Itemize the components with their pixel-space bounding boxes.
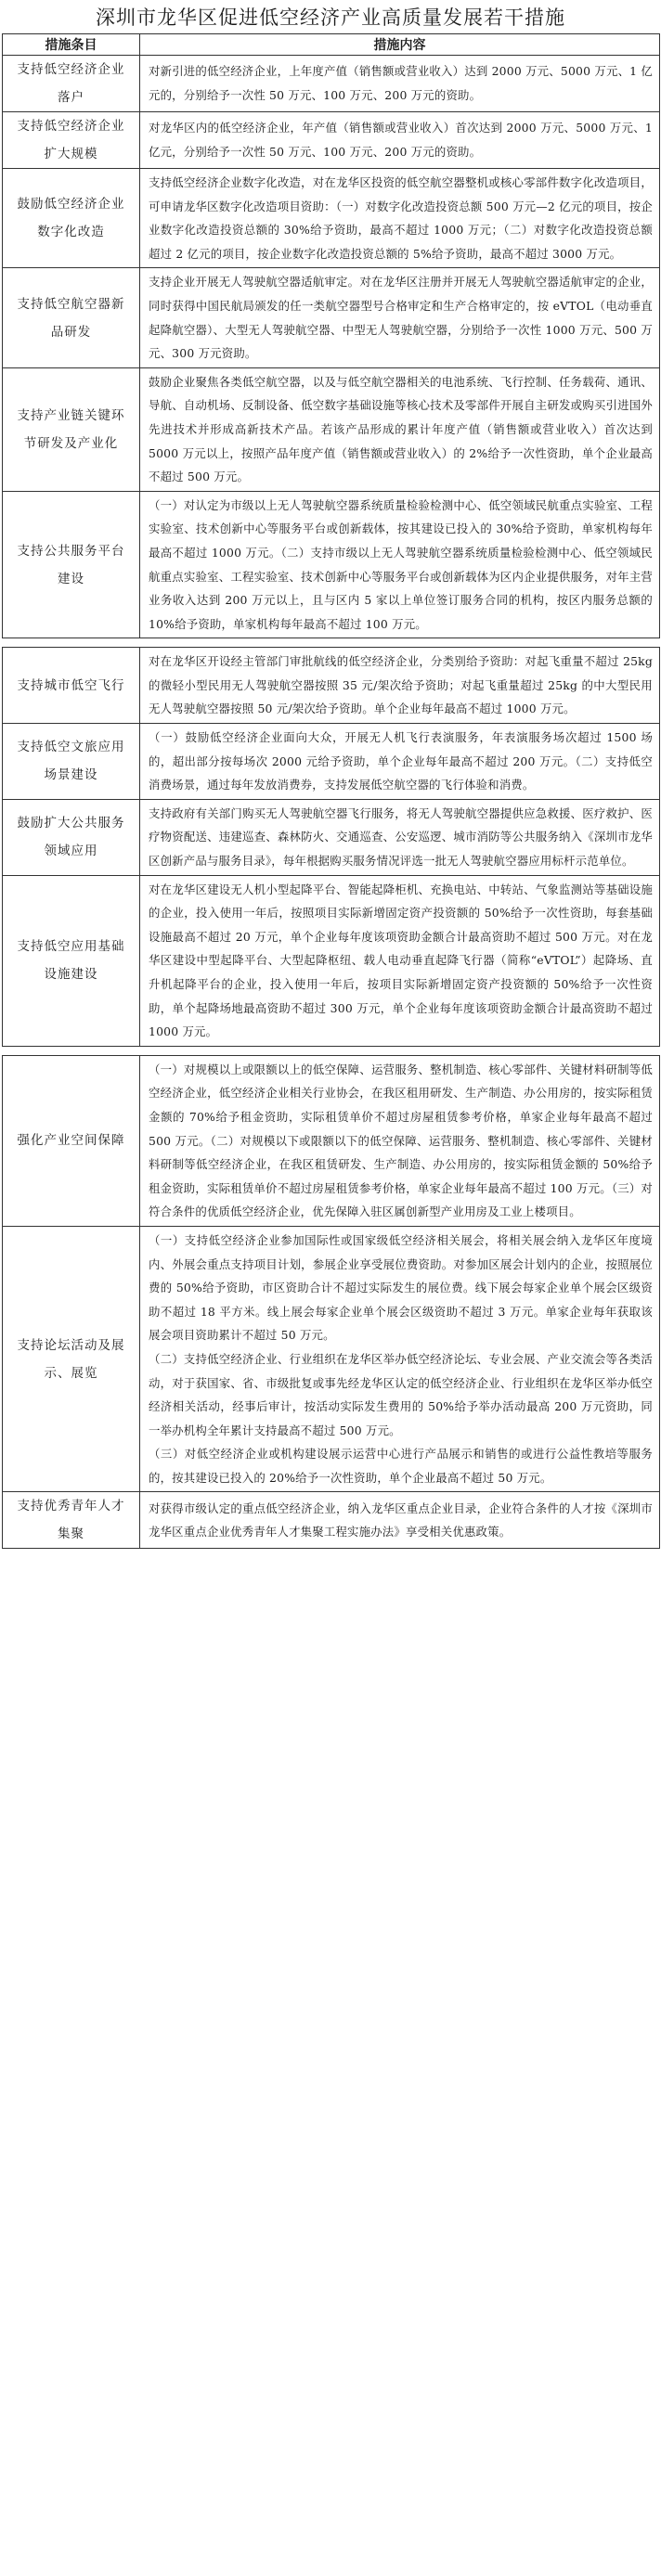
measure-paragraph: 对在龙华区建设无人机小型起降平台、智能起降柜机、充换电站、中转站、气象监测站等基础设施的企业，投入使用一年后，按照项目实际新增固定资产投资额的 50%给予一次性资助，每套基础设施最高不超过 20 万元，单个企业每年度该项资助金额合计最高资助不超过 500 万元。对在龙华区建设中型起降平台、大型起降枢纽、载人电动垂直起降飞行器（简称“eVTOL”）起降场、直升机起降平台的企业，投入使用一年后，按项目实际新增固定资产投资额的 50%给予一次性资助，单个起降场地最高资助不超过 300 万元，单个企业每年度该项资助金额合计最高资助不超过 1000 万元。 xyxy=(149,882,653,1039)
table-page-gap-cell xyxy=(3,1046,660,1055)
measure-paragraph: （一）对规模以上或限额以上的低空保障、运营服务、整机制造、核心零部件、关键材料研制等低空经济企业，低空经济企业相关行业协会，在我区租用研发、生产制造、办公用房的，按实际租赁金额的 70%给予租金资助，实际租赁单价不超过房屋租赁参考价格，单家企业每年最高不超过 500 万元。（二）对规模以下或限额以下的低空保障、运营服务、整机制造、核心零部件、关键材料研制等低空经济企业，在我区租赁研发、生产制造、办公用房的，按实际租赁金额的 50%给予租金资助，实际租赁单价不超过房屋租赁参考价格，单家企业每年最高不超过 100 万元。（三）对符合条件的优质低空经济企业，优先保障入驻区属创新型产业用房及工业上楼项目。 xyxy=(149,1062,653,1219)
table-row xyxy=(3,112,660,169)
measure-item-cell: 支持优秀青年人才集聚 xyxy=(3,1492,140,1549)
measure-content-cell xyxy=(140,799,660,875)
table-row xyxy=(3,367,660,491)
measure-item-cell: 支持城市低空飞行 xyxy=(3,648,140,724)
measure-paragraph: 对获得市级认定的重点低空经济企业，纳入龙华区重点企业目录，企业符合条件的人才按《深圳市龙华区重点企业优秀青年人才集聚工程实施办法》享受相关优惠政策。 xyxy=(149,1501,653,1539)
measure-item-cell: 鼓励低空经济企业数字化改造 xyxy=(3,169,140,268)
table-row xyxy=(3,491,660,638)
measure-paragraph: 支持低空经济企业数字化改造，对在龙华区投资的低空航空器整机或核心零部件数字化改造项目，可申请龙华区数字化改造项目资助：（一）对数字化改造投资总额 500 万元—2 亿元的项目，按企业数字化改造投资总额的 30%给予资助，最高不超过 1000 万元；（二）对数字化改造投资总额超过 2 亿元的项目，按企业数字化改造投资总额的 5%给予资助，最高不超过 3000 万元。 xyxy=(149,175,653,261)
measure-paragraph: 对在龙华区开设经主管部门审批航线的低空经济企业，分类别给予资助：对起飞重量不超过 25kg 的微轻小型民用无人驾驶航空器按照 35 元/架次给予资助；对起飞重量超过 25kg 的中大型民用无人驾驶航空器按照 50 元/架次给予资助。单个企业每年最高不超过 1000 万元。 xyxy=(149,654,653,716)
measures-table xyxy=(2,33,660,1549)
table-header-row xyxy=(3,34,660,56)
measure-item-cell: 支持低空应用基础设施建设 xyxy=(3,875,140,1046)
measure-content-cell xyxy=(140,1055,660,1226)
table-body xyxy=(3,56,660,1549)
table-row xyxy=(3,1492,660,1549)
table-row xyxy=(3,169,660,268)
measure-item-cell: 支持低空经济企业落户 xyxy=(3,56,140,112)
measure-content-cell xyxy=(140,367,660,491)
measure-content-cell xyxy=(140,491,660,638)
table-row xyxy=(3,648,660,724)
table-page-gap-cell xyxy=(3,638,660,648)
measure-paragraph: （三）对低空经济企业或机构建设展示运营中心进行产品展示和销售的或进行公益性教培等服务的，按其建设已投入的 20%给予一次性资助，单个企业最高不超过 50 万元。 xyxy=(149,1447,653,1485)
measure-paragraph: 支持企业开展无人驾驶航空器适航审定。对在龙华区注册并开展无人驾驶航空器适航审定的企业，同时获得中国民航局颁发的任一类航空器型号合格审定和生产合格审定的，按 eVTOL（电动垂直起降航空器）、大型无人驾驶航空器、中型无人驾驶航空器，分别给予一次性 1000 万元、500 万元、300 万元资助。 xyxy=(149,275,653,361)
measure-item-cell: 支持低空文旅应用场景建设 xyxy=(3,724,140,800)
measure-item-cell: 支持低空经济企业扩大规模 xyxy=(3,112,140,169)
measure-content-cell xyxy=(140,112,660,169)
measure-paragraph: （二）支持低空经济企业、行业组织在龙华区举办低空经济论坛、专业会展、产业交流会等各类活动，对于获国家、省、市级批复或事先经龙华区认定的低空经济企业、行业组织在龙华区举办低空经济相关活动，经事后审计，按活动实际发生费用的 50%给予举办活动最高 200 万元资助，同一举办机构全年累计支持最高不超过 500 万元。 xyxy=(149,1351,653,1437)
measure-content-cell xyxy=(140,724,660,800)
document-title: 深圳市龙华区促进低空经济产业高质量发展若干措施 xyxy=(96,6,565,29)
table-row xyxy=(3,1055,660,1226)
table-row xyxy=(3,724,660,800)
measure-content-cell xyxy=(140,268,660,367)
table-page-gap xyxy=(3,1046,660,1055)
measure-paragraph: 支持政府有关部门购买无人驾驶航空器飞行服务，将无人驾驶航空器提供应急救援、医疗救护、医疗物资配送、违建巡查、森林防火、交通巡查、公安巡逻、城市消防等公共服务纳入《深圳市龙华区创新产品与服务目录》，每年根据购买服务情况评选一批无人驾驶航空器应用标杆示范单位。 xyxy=(149,805,653,869)
table-row xyxy=(3,268,660,367)
table-row xyxy=(3,56,660,112)
table-page-gap xyxy=(3,638,660,648)
measure-item-cell: 支持产业链关键环节研发及产业化 xyxy=(3,367,140,491)
measure-paragraph: （一）支持低空经济企业参加国际性或国家级低空经济相关展会，将相关展会纳入龙华区年度境内、外展会重点支持项目计划，参展企业享受展位费资助。对参加区展会计划内的企业，按照展位费的 50%给予资助，市区资助合计不超过实际发生的展位费。线下展会每家企业单个展会区级资助不超过 18 平方米。线上展会每家企业单个展会区级资助不超过 3 万元。单家企业每年获取该展会项目资助累计不超过 50 万元。 xyxy=(149,1232,653,1343)
measure-item-cell: 支持公共服务平台建设 xyxy=(3,491,140,638)
header-measure-content: 措施内容 xyxy=(140,34,660,56)
measure-content-cell xyxy=(140,169,660,268)
measure-content-cell xyxy=(140,1226,660,1492)
measure-content-cell xyxy=(140,1492,660,1549)
measure-item-cell: 鼓励扩大公共服务领域应用 xyxy=(3,799,140,875)
measure-paragraph: 对龙华区内的低空经济企业，年产值（销售额或营业收入）首次达到 2000 万元、5000 万元、1 亿元，分别给予一次性 50 万元、100 万元、200 万元的资助。 xyxy=(149,121,653,159)
measure-paragraph: 鼓励企业聚焦各类低空航空器，以及与低空航空器相关的电池系统、飞行控制、任务载荷、通讯、导航、自动机场、反制设备、低空数字基础设施等核心技术及零部件开展自主研发或购买引进国外先进技术并形成高新技术产品。若该产品形成的累计年度产值（销售额或营业收入）首次达到 5000 万元以上，按照产品年度产值（销售额或营业收入）的 2%给予一次性资助，单个企业最高不超过 500 万元。 xyxy=(149,374,653,484)
measure-content-cell xyxy=(140,875,660,1046)
table-row xyxy=(3,875,660,1046)
table-row xyxy=(3,1226,660,1492)
measure-content-cell xyxy=(140,56,660,112)
header-measure-item: 措施条目 xyxy=(3,34,140,56)
measure-paragraph: （一）对认定为市级以上无人驾驶航空器系统质量检验检测中心、低空领域民航重点实验室、工程实验室、技术创新中心等服务平台或创新载体，按其建设已投入的 30%给予资助，单家机构每年最高不超过 1000 万元。（二）支持市级以上无人驾驶航空器系统质量检验检测中心、低空领域民航重点实验室、工程实验室、技术创新中心等服务平台或创新载体为区内企业提供服务，对年主营业务收入达到 200 万元以上，且与区内 5 家以上单位签订服务合同的机构，按区内服务总额的 10%给予资助，单家机构每年最高不超过 100 万元。 xyxy=(149,497,653,631)
measure-item-cell: 支持论坛活动及展示、展览 xyxy=(3,1226,140,1492)
measure-paragraph: （一）鼓励低空经济企业面向大众，开展无人机飞行表演服务，年表演服务场次超过 1500 场的，超出部分按每场次 2000 元给予资助，单个企业每年最高不超过 200 万元。（二）支持低空消费场景，通过每年发放消费券，支持发展低空航空器的飞行体验和消费。 xyxy=(149,730,653,792)
measure-item-cell: 支持低空航空器新品研发 xyxy=(3,268,140,367)
measure-paragraph: 对新引进的低空经济企业，上年度产值（销售额或营业收入）达到 2000 万元、5000 万元、1 亿元的，分别给予一次性 50 万元、100 万元、200 万元的资助。 xyxy=(149,64,653,102)
measure-item-cell: 强化产业空间保障 xyxy=(3,1055,140,1226)
table-row xyxy=(3,799,660,875)
measure-content-cell xyxy=(140,648,660,724)
